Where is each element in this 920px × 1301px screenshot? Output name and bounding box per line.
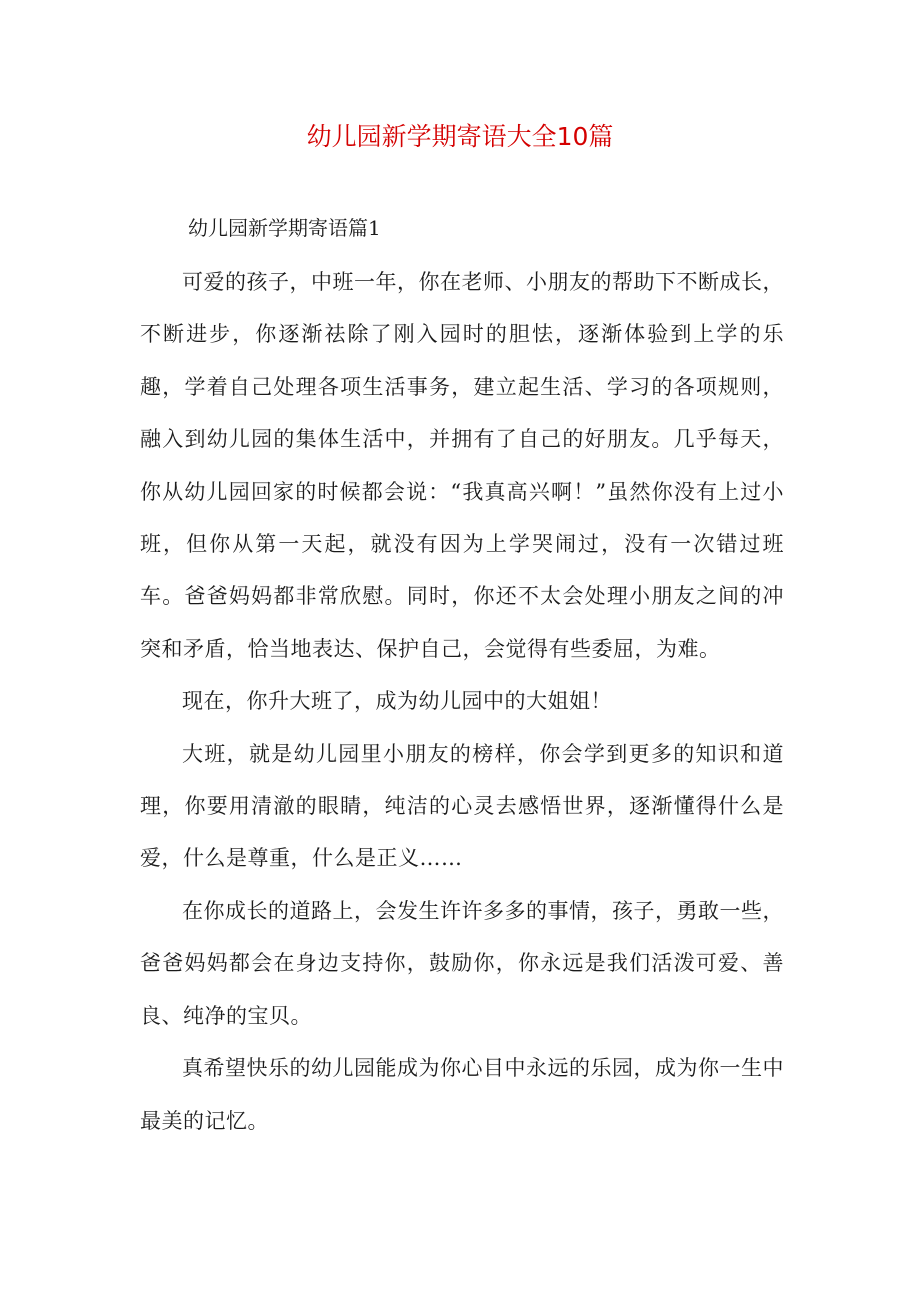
- paragraph: 在你成长的道路上，会发生许许多多的事情，孩子，勇敢一些，爸爸妈妈都会在身边支持你，鼓励你，你永远是我们活泼可爱、善良、纯净的宝贝。: [140, 898, 784, 1028]
- document-title: 幼儿园新学期寄语大全10篇: [306, 122, 614, 151]
- section-heading: 幼儿园新学期寄语篇1: [188, 216, 381, 240]
- paragraph: 真希望快乐的幼儿园能成为你心目中永远的乐园，成为你一生中最美的记忆。: [140, 1056, 784, 1133]
- paragraph: 可爱的孩子，中班一年，你在老师、小朋友的帮助下不断成长，不断进步，你逐渐祛除了刚入园时的胆怯，逐渐体验到上学的乐趣，学着自己处理各项生活事务，建立起生活、学习的各项规则，融入到幼儿园的集体生活中，并拥有了自己的好朋友。几乎每天，你从幼儿园回家的时候都会说：“我真高兴啊！”虽然你没有上过小班，但你从第一天起，就没有因为上学哭闹过，没有一次错过班车。爸爸妈妈都非常欣慰。同时，你还不太会处理小朋友之间的冲突和矛盾，恰当地表达、保护自己，会觉得有些委屈，为难。: [140, 270, 784, 661]
- body-text: [140, 256, 784, 1147]
- paragraph: 现在，你升大班了，成为幼儿园中的大姐姐！: [182, 689, 612, 714]
- paragraph: 大班，就是幼儿园里小朋友的榜样，你会学到更多的知识和道理，你要用清澈的眼睛，纯洁的心灵去感悟世界，逐渐懂得什么是爱，什么是尊重，什么是正义……: [140, 741, 784, 871]
